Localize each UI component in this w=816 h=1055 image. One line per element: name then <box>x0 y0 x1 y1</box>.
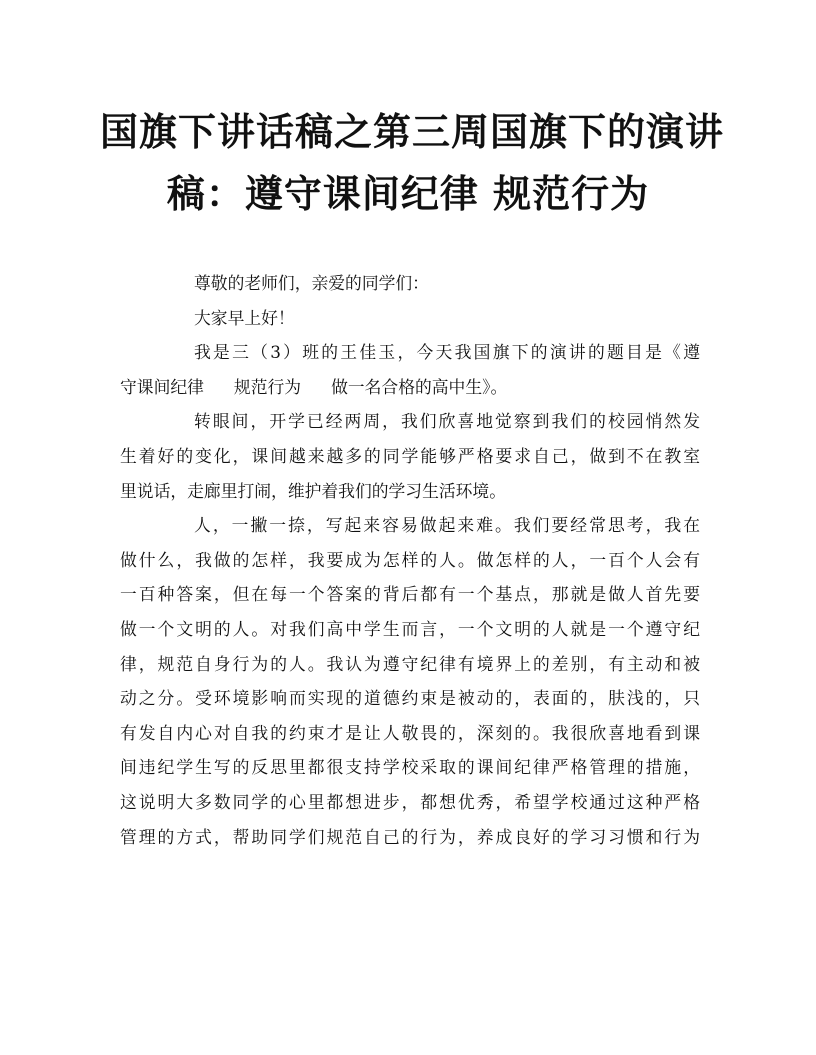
paragraph-3-line-8: 间违纪学生写的反思里都很支持学校采取的课间纪律严格管理的措施， <box>120 757 700 778</box>
paragraph-3-line-1: 人，一撇一捺，写起来容易做起来难。我们要经常思考，我在 <box>194 515 700 536</box>
paragraph-2-line-3: 里说话，走廊里打闹，维护着我们的学习生活环境。 <box>120 480 506 501</box>
paragraph-1-line-1: 我是三（3）班的王佳玉，今天我国旗下的演讲的题目是《遵 <box>194 342 700 363</box>
paragraph-3-line-10: 管理的方式，帮助同学们规范自己的行为，养成良好的学习习惯和行为 <box>120 826 700 847</box>
paragraph-3-line-4: 做一个文明的人。对我们高中学生而言，一个文明的人就是一个遵守纪 <box>120 618 700 639</box>
greeting: 大家早上好！ <box>194 307 295 328</box>
paragraph-3-line-3: 一百种答案，但在每一个答案的背后都有一个基点，那就是做人首先要 <box>120 584 700 605</box>
paragraph-2-line-1: 转眼间，开学已经两周，我们欣喜地觉察到我们的校园悄然发 <box>194 411 700 432</box>
title-line-2: 稿：遵守课间纪律 规范行为 <box>166 171 650 216</box>
paragraph-2-line-2: 生着好的变化，课间越来越多的同学能够严格要求自己，做到不在教室 <box>120 445 700 466</box>
paragraph-3-line-5: 律，规范自身行为的人。我认为遵守纪律有境界上的差别，有主动和被 <box>120 653 700 674</box>
topic-part-3: 做一名合格的高中生》。 <box>331 376 508 397</box>
salutation: 尊敬的老师们，亲爱的同学们： <box>194 273 429 293</box>
speech-body <box>120 266 700 854</box>
paragraph-3-line-2: 做什么，我做的怎样，我要成为怎样的人。做怎样的人，一百个人会有 <box>120 549 700 570</box>
title-line-1: 国旗下讲话稿之第三周国旗下的演讲 <box>100 109 725 154</box>
topic-part-1: 守课间纪律 <box>120 376 204 397</box>
paragraph-1-line-2 <box>120 370 700 405</box>
topic-part-2: 规范行为 <box>233 376 302 397</box>
paragraph-3-line-9: 这说明大多数同学的心里都想进步，都想优秀，希望学校通过这种严格 <box>120 791 700 812</box>
paragraph-3-line-7: 有发自内心对自我的约束才是让人敬畏的，深刻的。我很欣喜地看到课 <box>120 722 700 743</box>
paragraph-3-line-6: 动之分。受环境影响而实现的道德约束是被动的，表面的，肤浅的，只 <box>120 688 700 709</box>
